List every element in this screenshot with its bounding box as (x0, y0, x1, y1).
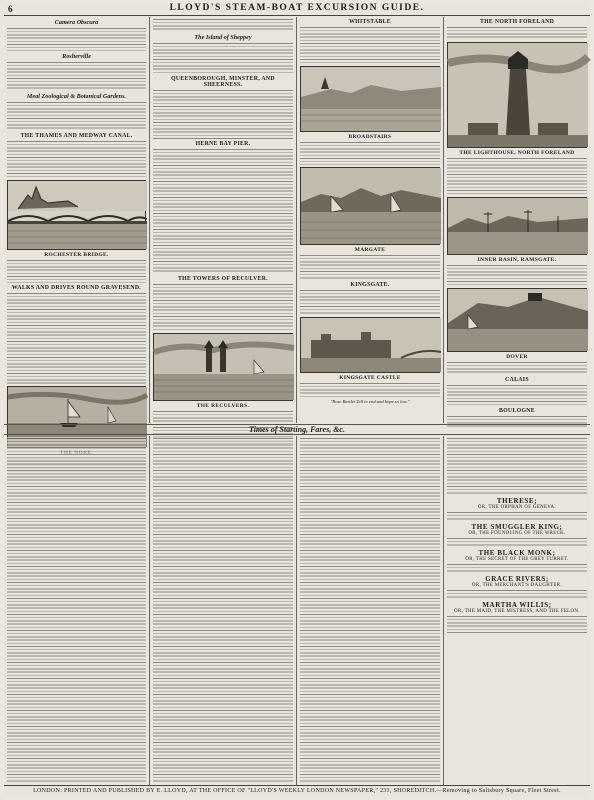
times-section-title: Times of Starting, Fares, &c. (249, 425, 345, 434)
section-heading: THE THAMES AND MEDWAY CANAL. (20, 133, 133, 139)
section-heading: HERNE BAY PIER. (195, 141, 251, 147)
article-text (300, 289, 440, 315)
image-caption: DOVER (506, 354, 528, 360)
ramsgate-engraving (447, 197, 587, 255)
kingsgate-castle-engraving (300, 317, 440, 373)
advert-martha-title: MARTHA WILLIS; (482, 601, 552, 609)
fares-text (153, 437, 293, 783)
column-4 (446, 17, 588, 423)
article-text (153, 148, 293, 274)
advert-theresa-subtitle: OR, THE ORPHAN OF GENEVA. (477, 505, 557, 510)
article-text (300, 141, 440, 165)
advert-grace-title: GRACE RIVERS; (485, 575, 549, 583)
image-caption: THE LIGHTHOUSE, NORTH FORELAND (459, 150, 575, 156)
rochester-bridge-engraving (7, 180, 146, 250)
advert-text (447, 615, 587, 635)
column-rule (149, 17, 150, 423)
article-text (300, 382, 440, 398)
advert-black-monk-title: THE BLACK MONK; (478, 549, 556, 557)
column-3 (299, 17, 441, 423)
article-text (447, 26, 587, 40)
article-text (7, 140, 146, 178)
section-heading: WHITSTABLE (349, 19, 391, 25)
reculvers-engraving (153, 333, 293, 401)
article-text (447, 384, 587, 406)
advert-grace-subtitle: OR, THE MERCHANT'S DAUGHTER. (472, 583, 562, 588)
advert-smuggler-subtitle: OR, THE FOUNDLING OF THE WRECK. (468, 531, 566, 536)
margate-engraving (300, 167, 440, 245)
advert-text (447, 511, 587, 521)
fares-text (300, 437, 440, 783)
section-heading: QUEENBOROUGH, MINSTER, AND SHEERNESS. (171, 76, 275, 88)
lower-column-1 (6, 436, 147, 786)
advert-text (447, 437, 587, 495)
article-text (447, 157, 587, 195)
article-text (7, 61, 146, 91)
page-number: 6 (8, 4, 13, 14)
section-heading: Rosherville (62, 53, 91, 60)
article-text (7, 27, 146, 51)
dover-engraving (447, 288, 587, 352)
advert-theresa-title: THERESE; (496, 497, 538, 505)
section-heading: THE NORTH FORELAND (479, 19, 555, 25)
newspaper-page (4, 3, 590, 797)
lower-column-3 (299, 436, 441, 786)
article-text (7, 101, 146, 131)
advertisements-column (446, 436, 588, 786)
section-heading: Meal Zoological & Botanical Gardens. (26, 93, 127, 100)
column-1 (6, 17, 147, 423)
column-rule (443, 436, 444, 786)
section-heading: The Island of Sheppey (194, 34, 252, 41)
image-caption: MARGATE (354, 247, 386, 253)
lower-column-2 (152, 436, 294, 786)
column-2 (152, 17, 294, 423)
article-text (153, 18, 293, 32)
column-rule (443, 17, 444, 423)
article-text (7, 437, 146, 783)
article-text (153, 89, 293, 139)
article-text (153, 283, 293, 331)
image-caption: BROADSTAIRS (348, 134, 392, 140)
section-heading: Camera Obscura (54, 19, 99, 26)
image-caption: KINGSGATE CASTLE (339, 375, 401, 381)
article-text (447, 264, 587, 286)
advert-text (447, 537, 587, 547)
advert-martha-subtitle: OR, THE MAID, THE MISTRESS, AND THE FELON. (454, 609, 580, 614)
image-caption: THE RECULVERS. (196, 403, 250, 409)
times-section-header (4, 424, 590, 435)
article-text (300, 254, 440, 280)
section-heading: KINGSGATE. (350, 282, 390, 288)
section-heading: CALAIS (505, 377, 529, 383)
article-text (300, 26, 440, 64)
broadstairs-engraving (300, 66, 440, 132)
advert-smuggler-title: THE SMUGGLER KING; (471, 523, 563, 531)
column-rule (296, 436, 297, 786)
page-footer: LONDON: PRINTED AND PUBLISHED BY E. LLOYD, AT THE OFFICE OF "LLOYD'S WEEKLY LONDON NEWSPAPER," 231, SHOREDITCH.—Removing to Salisbury Square, Fleet Street. (4, 785, 590, 797)
image-caption: INNER BASIN, RAMSGATE. (477, 257, 557, 263)
section-heading: THE TOWERS OF RECULVER. (177, 276, 268, 282)
article-text (447, 361, 587, 375)
section-heading: WALKS AND DRIVES ROUND GRAVESEND. (11, 285, 142, 291)
page-title: LLOYD'S STEAM-BOAT EXCURSION GUIDE. (169, 3, 425, 13)
advert-black-monk-subtitle: OR, THE SECRET OF THE GREY TURRET. (465, 557, 569, 562)
advert-text (447, 589, 587, 599)
article-text (7, 292, 146, 384)
advert-text (447, 563, 587, 573)
image-caption: ROCHESTER BRIDGE. (44, 252, 109, 258)
quotation: "Rose Bartlet Tell to end and hope so low." (330, 399, 410, 404)
page-header (4, 3, 590, 16)
lighthouse-engraving (447, 42, 587, 148)
column-rule (296, 17, 297, 423)
column-rule (149, 436, 150, 786)
section-heading: BOULOGNE (499, 408, 535, 414)
article-text (153, 42, 293, 74)
article-text (7, 259, 146, 283)
